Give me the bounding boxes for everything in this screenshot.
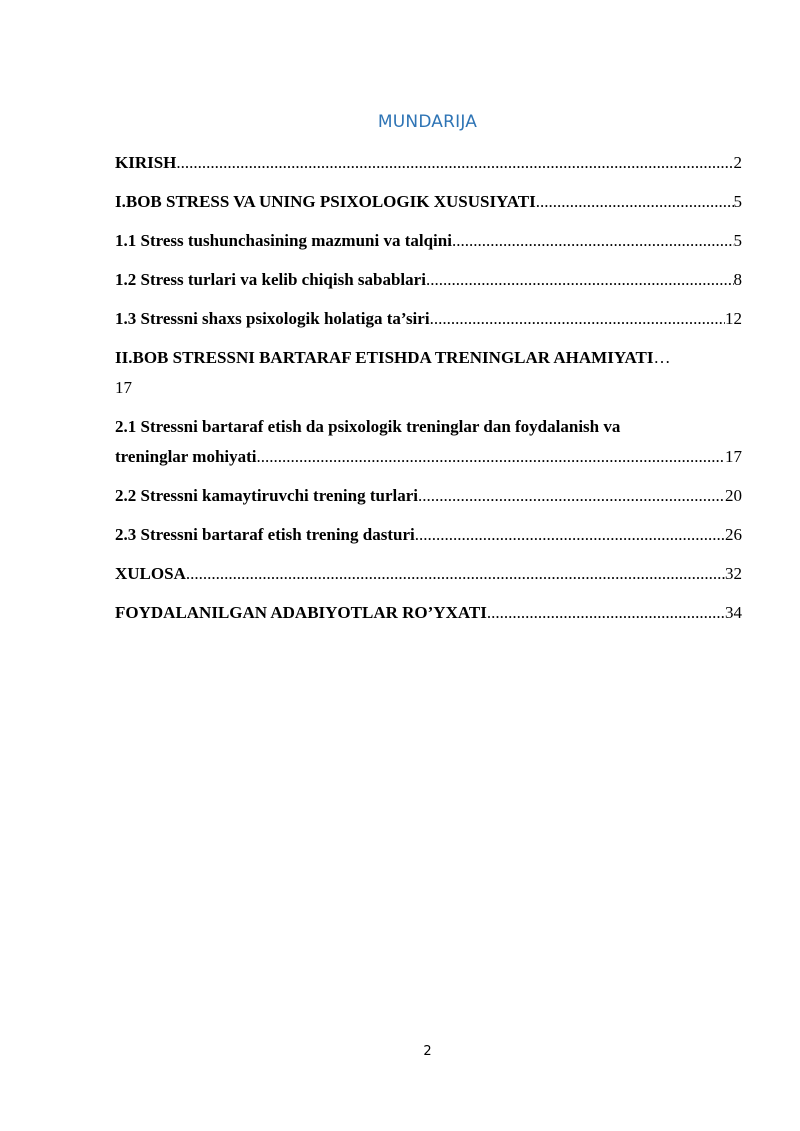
toc-entry-2-3[interactable] bbox=[115, 520, 742, 550]
toc-entry-title: I.BOB STRESS VA UNING PSIXOLOGIK XUSUSIYATI bbox=[115, 192, 536, 211]
toc-entry-1-1[interactable] bbox=[115, 226, 742, 256]
toc-heading: MUNDARIJA bbox=[377, 112, 478, 132]
page-number: 2 bbox=[423, 1044, 432, 1059]
dot-leader bbox=[430, 304, 725, 334]
dot-leader bbox=[426, 265, 734, 295]
toc-entry-title: XULOSA bbox=[115, 564, 186, 583]
dot-leader bbox=[536, 187, 734, 217]
toc-entry-page: 2 bbox=[733, 153, 742, 172]
dot-leader bbox=[186, 559, 725, 589]
table-of-contents bbox=[115, 148, 742, 637]
toc-entry-title: 2.3 Stressni bartaraf etish trening dasturi bbox=[115, 525, 415, 544]
toc-entry-title-line1: 2.1 Stressni bartaraf etish da psixologik treninglar dan foydalanish va bbox=[115, 417, 621, 436]
toc-entry-1-3[interactable] bbox=[115, 304, 742, 334]
toc-entry-bibliography[interactable] bbox=[115, 598, 742, 628]
toc-entry-1-2[interactable] bbox=[115, 265, 742, 295]
toc-entry-chapter-2[interactable] bbox=[115, 343, 742, 403]
toc-entry-page: 20 bbox=[725, 486, 742, 505]
toc-entry-title: 1.1 Stress tushunchasining mazmuni va talqini bbox=[115, 231, 452, 250]
toc-entry-page: 17 bbox=[725, 447, 742, 466]
toc-entry-title: 1.2 Stress turlari va kelib chiqish sabablari bbox=[115, 270, 426, 289]
dot-leader bbox=[487, 598, 725, 628]
toc-entry-page: 5 bbox=[733, 192, 742, 211]
dot-leader bbox=[257, 442, 725, 472]
dot-leader bbox=[176, 148, 733, 178]
toc-entry-leader: … bbox=[653, 348, 673, 367]
toc-entry-title: 1.3 Stressni shaxs psixologik holatiga ta’siri bbox=[115, 309, 430, 328]
toc-entry-2-2[interactable] bbox=[115, 481, 742, 511]
toc-entry-page: 26 bbox=[725, 525, 742, 544]
toc-entry-2-1[interactable] bbox=[115, 412, 742, 472]
toc-entry-page: 5 bbox=[733, 231, 742, 250]
toc-entry-kirish[interactable] bbox=[115, 148, 742, 178]
toc-entry-page: 32 bbox=[725, 564, 742, 583]
toc-entry-title: KIRISH bbox=[115, 153, 177, 172]
toc-entry-title-line2: treninglar mohiyati bbox=[115, 447, 257, 466]
toc-entry-page: 17 bbox=[115, 378, 132, 397]
toc-entry-title: II.BOB STRESSNI BARTARAF ETISHDA TRENINGLAR AHAMIYATI bbox=[115, 348, 654, 367]
toc-entry-xulosa[interactable] bbox=[115, 559, 742, 589]
toc-entry-chapter-1[interactable] bbox=[115, 187, 742, 217]
toc-entry-title: 2.2 Stressni kamaytiruvchi trening turlari bbox=[115, 486, 419, 505]
toc-entry-title: FOYDALANILGAN ADABIYOTLAR RO’YXATI bbox=[115, 603, 487, 622]
dot-leader bbox=[418, 481, 725, 511]
dot-leader bbox=[452, 226, 734, 256]
toc-entry-page: 34 bbox=[725, 603, 742, 622]
toc-entry-page: 8 bbox=[733, 270, 742, 289]
toc-entry-page: 12 bbox=[725, 309, 742, 328]
dot-leader bbox=[415, 520, 725, 550]
